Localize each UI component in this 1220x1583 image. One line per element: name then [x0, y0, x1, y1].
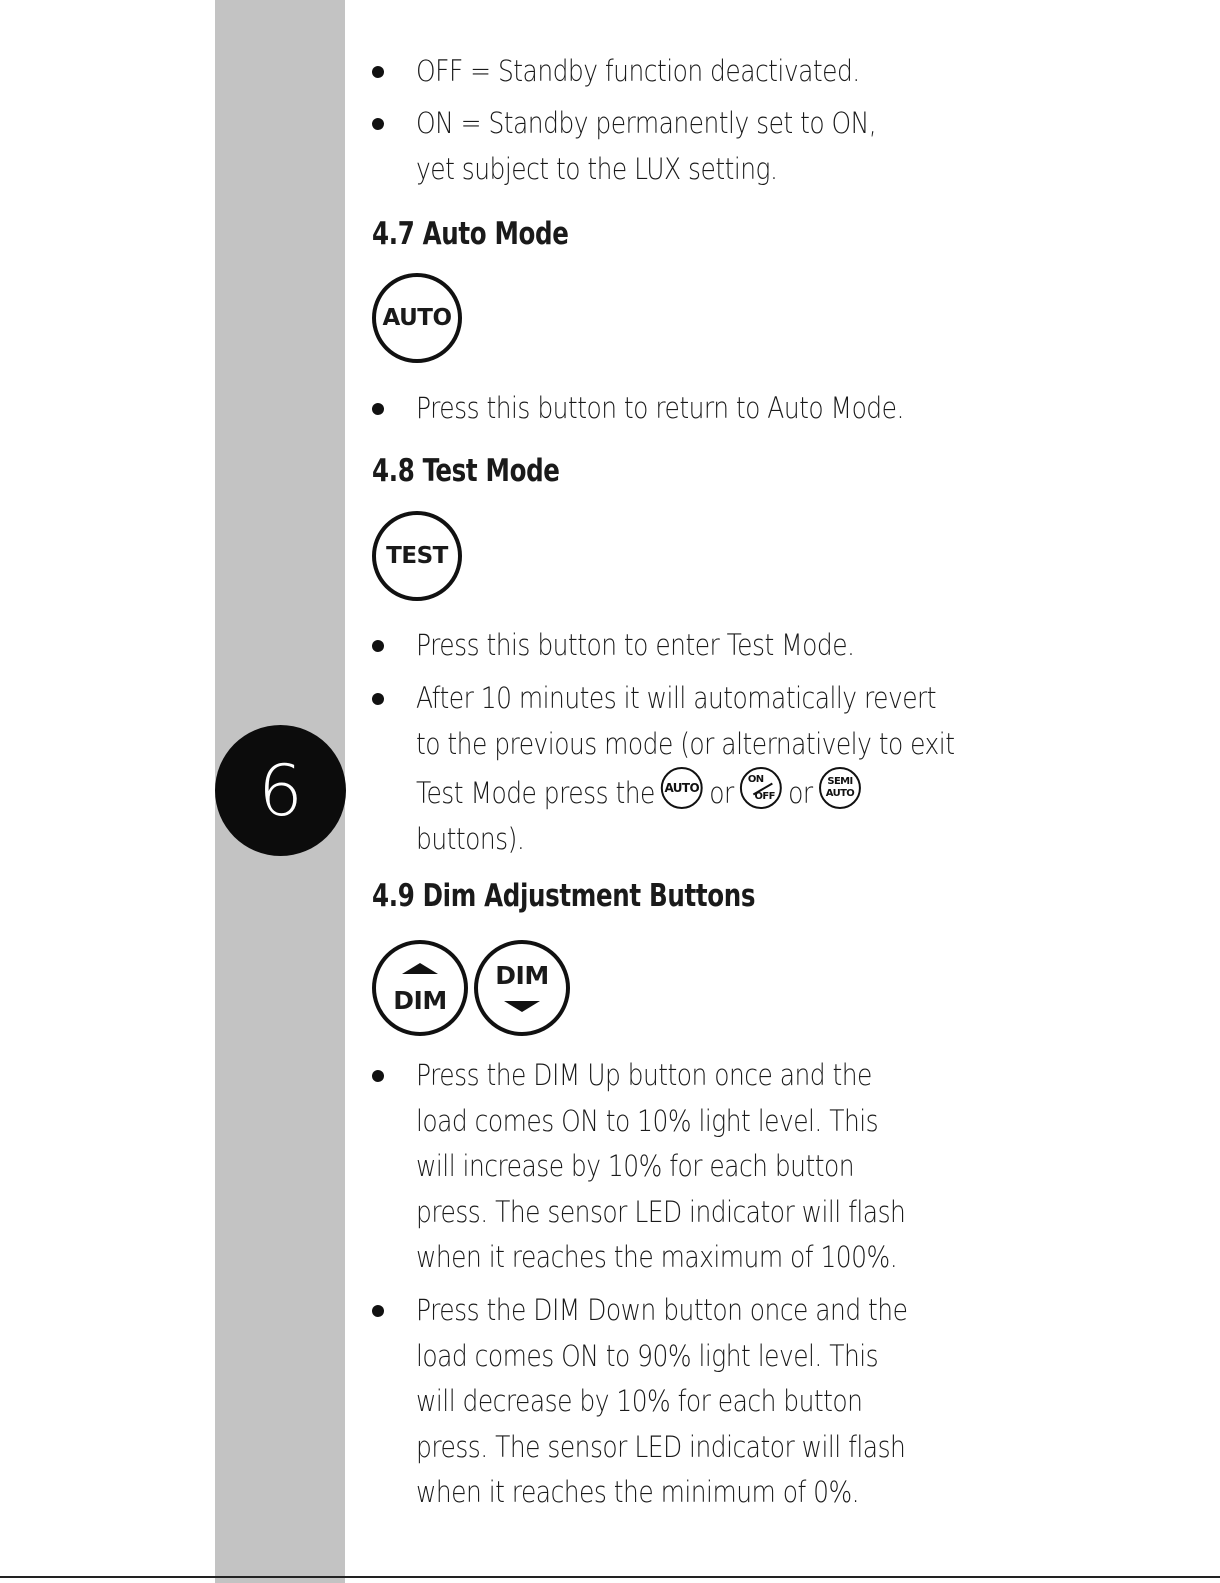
bullet-dot: [372, 403, 384, 415]
page-number-badge: 6: [215, 725, 346, 856]
section-heading-dim-adjustment: 4.9 Dim Adjustment Buttons: [372, 878, 756, 914]
list-item-text: to the previous mode (or alternatively to exit: [416, 726, 955, 761]
list-item-text: press. The sensor LED indicator will flash: [416, 1194, 906, 1229]
bullet-dot: [372, 693, 384, 705]
test-button-label: TEST: [386, 543, 448, 569]
list-item: [372, 49, 972, 95]
bullet-dot: [372, 66, 384, 78]
bullet-dot: [372, 118, 384, 130]
up-arrow-icon: [400, 961, 440, 975]
list-item-text: yet subject to the LUX setting.: [416, 151, 778, 186]
down-arrow-icon: [502, 1000, 542, 1014]
list-item-text: load comes ON to 90% light level. This: [416, 1338, 879, 1373]
list-item-text: Press the DIM Up button once and the: [416, 1058, 872, 1092]
list-item-text: when it reaches the minimum of 0%.: [416, 1475, 860, 1509]
dim-up-label: DIM: [393, 986, 447, 1015]
auto-mini-icon: AUTO: [661, 767, 703, 809]
list-item-text: Press this button to return to Auto Mode.: [416, 391, 904, 425]
list-item-text: will decrease by 10% for each button: [416, 1384, 863, 1418]
list-item-text: load comes ON to 10% light level. This: [416, 1103, 879, 1138]
list-item-text: Press the DIM Down button once and the: [416, 1293, 908, 1327]
list-item-text: ON = Standby permanently set to ON,: [416, 106, 877, 140]
list-item-text: when it reaches the maximum of 100%.: [416, 1240, 898, 1274]
dim-down-label: DIM: [495, 961, 549, 990]
list-item-text: will increase by 10% for each button: [416, 1149, 855, 1183]
on-off-mini-icon: ON OFF: [740, 767, 782, 809]
semi-auto-mini-icon: SEMI AUTO: [819, 767, 861, 809]
list-item-text: After 10 minutes it will automatically revert: [416, 681, 937, 715]
test-button-icon: [372, 511, 462, 601]
list-item: [372, 676, 972, 862]
dim-up-button-icon: [372, 940, 468, 1036]
dim-down-button-icon: [474, 940, 570, 1036]
auto-button-label: AUTO: [382, 305, 452, 331]
list-item: [372, 101, 972, 192]
bullet-dot: [372, 1305, 384, 1317]
list-item: [372, 1053, 972, 1281]
list-item-text: press. The sensor LED indicator will flash: [416, 1429, 906, 1464]
list-item: [372, 623, 972, 669]
section-heading-test-mode: 4.8 Test Mode: [372, 453, 560, 489]
bullet-dot: [372, 1070, 384, 1082]
list-item: [372, 1288, 972, 1516]
list-item-text-with-icons: Test Mode press the AUTO or ON OFF or SEMI AUTO: [416, 767, 966, 817]
list-item-text: OFF = Standby function deactivated.: [416, 54, 860, 88]
bullet-dot: [372, 640, 384, 652]
list-item-text: buttons).: [416, 821, 525, 856]
section-heading-auto-mode: 4.7 Auto Mode: [372, 216, 569, 252]
list-item: [372, 386, 972, 432]
list-item-text: Press this button to enter Test Mode.: [416, 628, 855, 662]
auto-button-icon: [372, 273, 462, 363]
bottom-rule: [0, 1576, 1220, 1578]
